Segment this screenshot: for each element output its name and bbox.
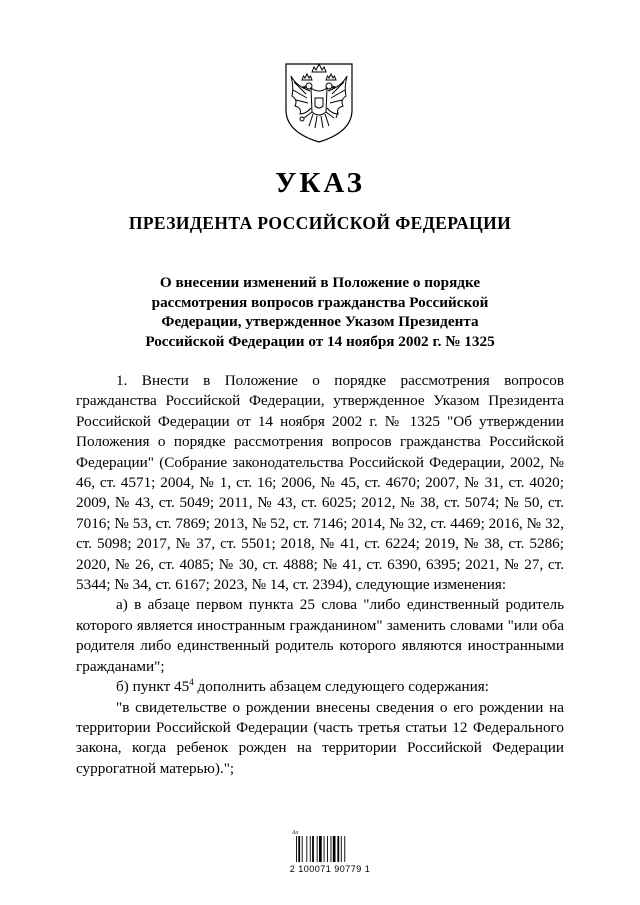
decree-subject [120,273,520,351]
barcode-bar [319,836,322,862]
subject-line: О внесении изменений в Положение о порядке [159,274,481,291]
barcode-bar [337,836,339,862]
decree-issuer: ПРЕЗИДЕНТА РОССИЙСКОЙ ФЕДЕРАЦИИ [128,213,512,233]
decree-title: УКАЗ [275,167,365,199]
paragraph-item-1: 1. Внести в Положение о порядке рассмотрения вопросов гражданства Российской Федерации, утвержденное Указом Президента Российской Федерации от 14 ноября 2002 г. № 1325 "Об утверждении Положения о порядке рассмотрения вопросов гражданства Российской Федерации" (Собрание законодательства Российской Федерации, 2002, № 46, ст. 4571; 2004, № 1, ст. 16; 2006, № 45, ст. 4670; 2007, № 31, ст. 4020; 2009, № 43, ст. 5049; 2011, № 43, ст. 6025; 2012, № 38, ст. 5074; № 50, ст. 7016; № 53, ст. 7869; 2013, № 52, ст. 7146; 2014, № 32, ст. 4469; 2016, № 32, ст. 5098; 2017, № 37, ст. 5501; 2018, № 41, ст. 6224; 2019, № 38, ст. 5286; 2020, № 26, ст. 4085; № 30, ст. 4888; № 41, ст. 6390, 6395; 2021, № 27, ст. 5344; № 34, ст. 6167; 2023, № 14, ст. 2394), следующие изменения: [76,372,564,594]
paragraph-subitem-b [76,677,564,697]
barcode-bar [310,836,311,862]
barcode-bar [324,836,325,862]
barcode-bar [317,836,318,862]
barcode-bar [331,836,332,862]
barcode-bar [327,836,328,862]
barcode-bar [344,836,345,862]
barcode [290,828,370,862]
decree-body [76,371,564,779]
subitem-b-text: б) пункт 45 [116,678,190,696]
barcode-bar [312,836,314,862]
subitem-b-superscript: 4 [189,677,194,688]
barcode-mark: Ал [292,830,299,836]
barcode-bar [302,836,303,862]
subject-line: рассмотрения вопросов гражданства Российской [151,293,489,311]
subject-line: Федерации, утвержденное Указом Президента [161,313,479,330]
barcode-bar [298,836,300,862]
subitem-b-text-rest: дополнить абзацем следующего содержания: [193,678,489,696]
barcode-bar [306,836,307,862]
barcode-number: 2 100071 90779 1 [289,864,371,874]
barcode-bar [296,836,297,862]
paragraph-quoted-text: "в свидетельстве о рождении внесены сведения о его рождении на территории Российской Федерации (часть третья статьи 12 Федерального закона, когда ребенок рожден на территории Российской Федерации суррогатной матерью)."; [76,698,564,777]
paragraph-subitem-a: а) в абзаце первом пункта 25 слова "либо единственный родитель которого является иностранным гражданином" заменить словами "или оба родителя либо единственный родитель которого являются иностранными гражданами"; [76,596,564,675]
barcode-bar [333,836,336,862]
subject-line: Российской Федерации от 14 ноября 2002 г. № 1325 [145,332,495,350]
barcode-bar [341,836,342,862]
coat-of-arms-icon [282,58,356,144]
